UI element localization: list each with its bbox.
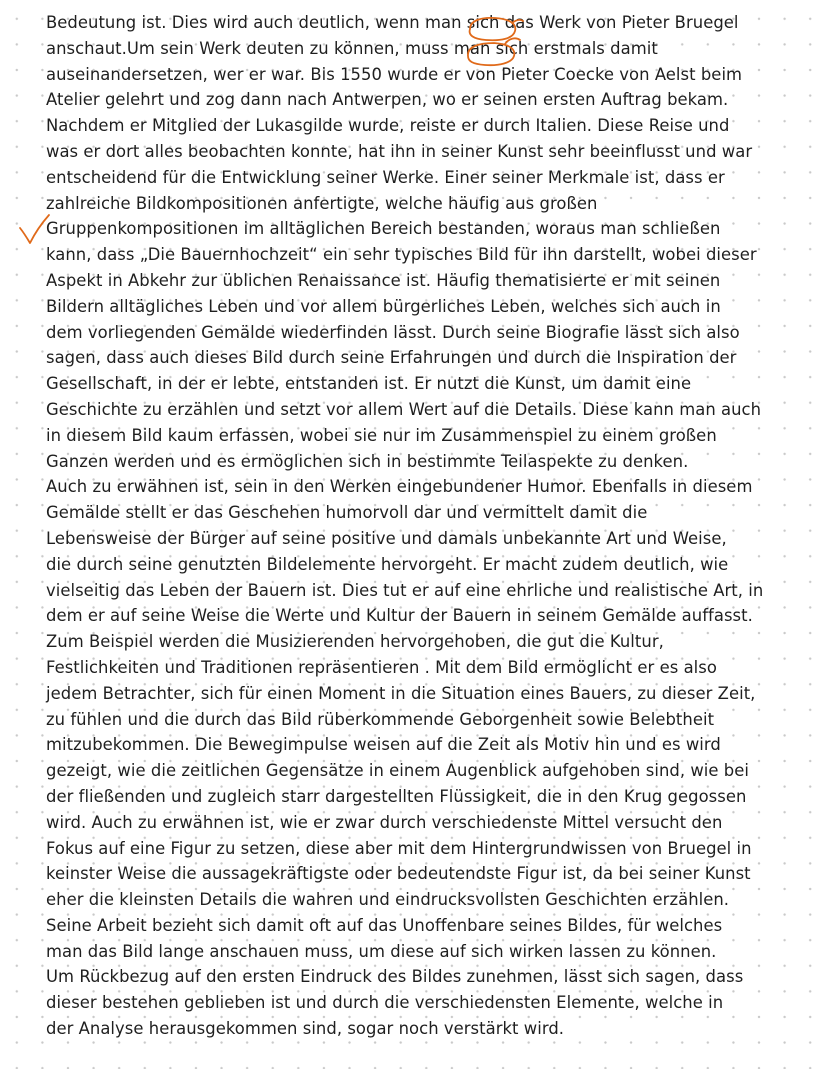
text-line: der fließenden und zugleich starr dargestellten Flüssigkeit, die in den Krug gegossen (46, 786, 747, 806)
text-line: Fokus auf eine Figur zu setzen, diese aber mit dem Hintergrundwissen von Bruegel in (46, 838, 752, 858)
text-line: Bildern alltägliches Leben und vor allem bürgerliches Leben, welches sich auch in (46, 296, 721, 316)
text-line: Zum Beispiel werden die Musizierenden hervorgehoben, die gut die Kultur, (46, 632, 664, 652)
text-line: gezeigt, wie die zeitlichen Gegensätze in einem Augenblick aufgehoben sind, wie bei (46, 761, 749, 781)
text-line: dem vorliegenden Gemälde wiederfinden lässt. Durch seine Biografie lässt sich also (46, 322, 740, 342)
text-line: mitzubekommen. Die Bewegimpulse weisen auf die Zeit als Motiv hin und es wird (46, 735, 721, 755)
text-line: vielseitig das Leben der Bauern ist. Dies tut er auf eine ehrliche und realistische Art, in (46, 580, 764, 600)
text-line: Gesellschaft, in der er lebte, entstanden ist. Er nutzt die Kunst, um damit eine (46, 374, 692, 394)
text-line: wird. Auch zu erwähnen ist, wie er zwar durch verschiedenste Mittel versucht den (46, 812, 723, 832)
text-line: zahlreiche Bildkompositionen anfertigte, welche häufig aus großen (46, 193, 598, 213)
text-line: man das Bild lange anschauen muss, um diese auf sich wirken lassen zu können. (46, 941, 717, 961)
text-line: Geschichte zu erzählen und setzt vor allem Wert auf die Details. Diese kann man auch (46, 399, 762, 419)
checkmark-margin (20, 215, 49, 243)
text-line: der Analyse herausgekommen sind, sogar noch verstärkt wird. (46, 1019, 565, 1039)
text-line: was er dort alles beobachten konnte, hat ihn in seiner Kunst sehr beeinflusst und war (46, 141, 753, 161)
text-line: Aspekt in Abkehr zur üblichen Renaissance ist. Häufig thematisierte er mit seinen (46, 270, 721, 290)
text-line: dieser bestehen geblieben ist und durch die verschiedensten Elemente, welche in (46, 993, 724, 1013)
text-line: dem er auf seine Weise die Werte und Kultur der Bauern in seinem Gemälde auffasst. (46, 606, 753, 626)
text-line: eher die kleinsten Details die wahren und eindrucksvollsten Geschichten erzählen. (46, 890, 730, 910)
text-line: Auch zu erwähnen ist, sein in den Werken eingebundener Humor. Ebenfalls in diesem (46, 477, 753, 497)
text-line: auseinandersetzen, wer er war. Bis 1550 wurde er von Pieter Coecke von Aelst beim (46, 64, 743, 84)
text-line: anschaut.Um sein Werk deuten zu können, muss man sich erstmals damit (46, 38, 658, 58)
text-line: Ganzen werden und es ermöglichen sich in bestimmte Teilaspekte zu denken. (46, 451, 689, 471)
text-line: Lebensweise der Bürger auf seine positive und damals unbekannte Art und Weise, (46, 528, 727, 548)
text-line: Bedeutung ist. Dies wird auch deutlich, wenn man sich das Werk von Pieter Bruegel (46, 13, 739, 32)
text-line: Gruppenkompositionen im alltäglichen Bereich bestanden, woraus man schließen (46, 219, 721, 239)
essay-text (46, 10, 826, 1042)
text-line: keinster Weise die aussagekräftigste oder bedeutendste Figur ist, da bei seiner Kunst (46, 864, 751, 884)
text-line: in diesem Bild kaum erfassen, wobei sie nur im Zusammenspiel zu einem großen (46, 425, 717, 445)
text-line: die durch seine genutzten Bildelemente hervorgeht. Er macht zudem deutlich, wie (46, 554, 729, 574)
text-line: zu fühlen und die durch das Bild rüberkommende Geborgenheit sowie Belebtheit (46, 709, 715, 729)
text-line: Gemälde stellt er das Geschehen humorvoll dar und vermittelt damit die (46, 503, 648, 523)
text-line: Nachdem er Mitglied der Lukasgilde wurde, reiste er durch Italien. Diese Reise und (46, 116, 730, 136)
text-line: kann, dass „Die Bauernhochzeit“ ein sehr typisches Bild für ihn darstellt, wobei dieser (46, 245, 757, 265)
text-line: entscheidend für die Entwicklung seiner Werke. Einer seiner Merkmale ist, dass er (46, 167, 725, 187)
text-line: Seine Arbeit bezieht sich damit oft auf das Unoffenbare seines Bildes, für welches (46, 915, 723, 935)
text-line: Festlichkeiten und Traditionen repräsentieren . Mit dem Bild ermöglicht er es also (46, 657, 717, 677)
text-line: jedem Betrachter, sich für einen Moment in die Situation eines Bauers, zu dieser Zeit, (46, 683, 756, 703)
text-line: Atelier gelehrt und zog dann nach Antwerpen, wo er seinen ersten Auftrag bekam. (46, 90, 729, 110)
text-line: Um Rückbezug auf den ersten Eindruck des Bildes zunehmen, lässt sich sagen, dass (46, 967, 744, 987)
text-line: sagen, dass auch dieses Bild durch seine Erfahrungen und durch die Inspiration der (46, 348, 737, 368)
